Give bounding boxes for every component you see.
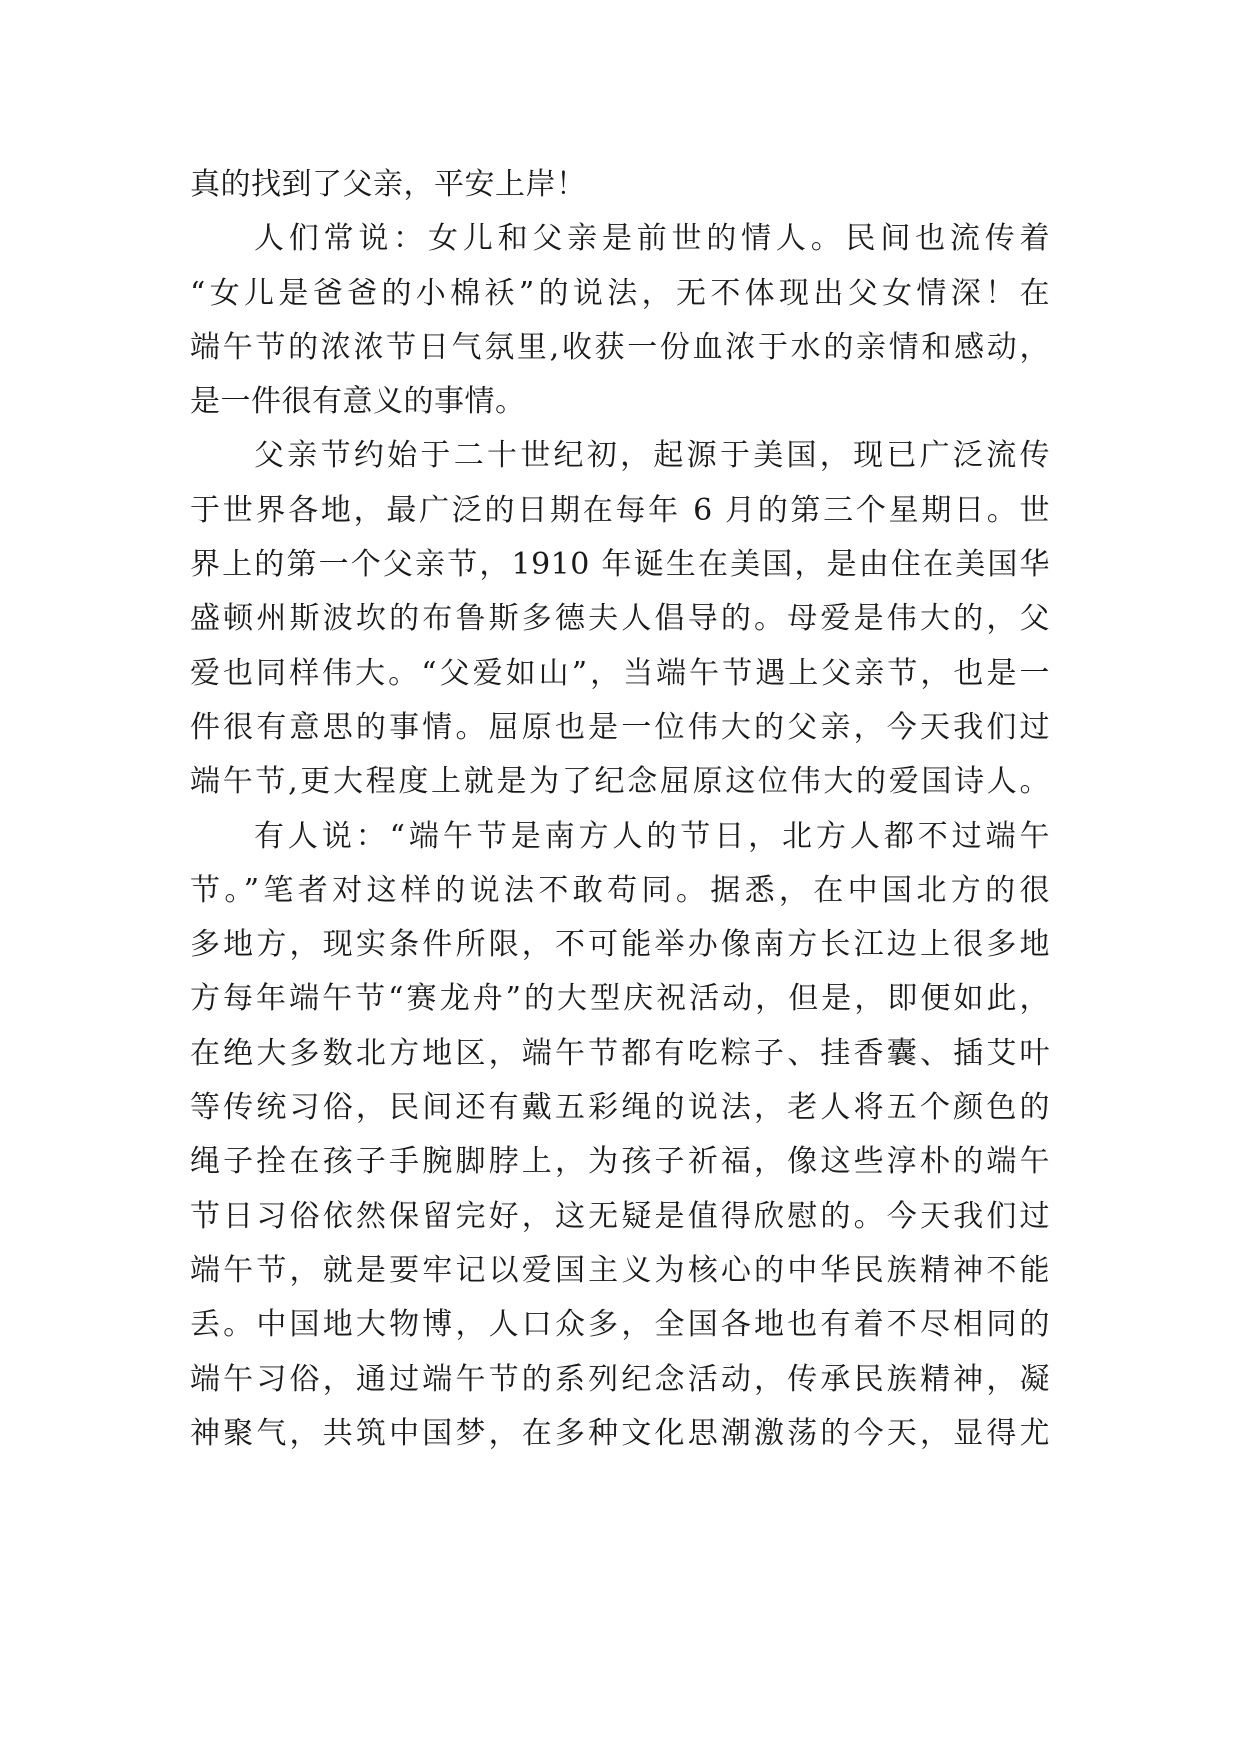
- text-line: 是一件很有意义的事情。: [190, 384, 526, 420]
- text-line: 节。”笔者对这样的说法不敢苟同。据悉，在中国北方的很: [190, 872, 1050, 908]
- text-line: “女儿是爸爸的小棉袄”的说法，无不体现出父女情深！在: [190, 275, 1050, 311]
- text-line: 端午节，就是要牢记以爱国主义为核心的中华民族精神不能: [190, 1252, 1050, 1288]
- text-line: 丢。中国地大物博，人口众多，全国各地也有着不尽相同的: [190, 1307, 1050, 1343]
- document-body: [190, 158, 1050, 1461]
- text-line: 于世界各地，最广泛的日期在每年 6 月的第三个星期日。世: [190, 492, 1050, 528]
- text-line: 在绝大多数北方地区，端午节都有吃粽子、挂香囊、插艾叶: [190, 1035, 1050, 1071]
- text-line: 界上的第一个父亲节，1910 年诞生在美国，是由住在美国华: [190, 547, 1050, 583]
- text-line: 父亲节约始于二十世纪初，起源于美国，现已广泛流传: [254, 438, 1050, 474]
- paragraph-2: [190, 212, 1050, 429]
- paragraph-3: [190, 429, 1050, 809]
- text-line: 端午节,更大程度上就是为了纪念屈原这位伟大的爱国诗人。: [190, 764, 1050, 800]
- text-line: 多地方，现实条件所限，不可能举办像南方长江边上很多地: [190, 927, 1050, 963]
- text-line: 真的找到了父亲，平安上岸！: [190, 167, 587, 202]
- text-line: 神聚气，共筑中国梦，在多种文化思潮激荡的今天，显得尤: [190, 1415, 1050, 1451]
- text-line: 等传统习俗，民间还有戴五彩绳的说法，老人将五个颜色的: [190, 1090, 1050, 1126]
- text-line: 人们常说：女儿和父亲是前世的情人。民间也流传着: [254, 221, 1050, 257]
- text-line: 盛顿州斯波坎的布鲁斯多德夫人倡导的。母爱是伟大的，父: [190, 601, 1050, 637]
- text-line: 绳子拴在孩子手腕脚脖上，为孩子祈福，像这些淳朴的端午: [190, 1144, 1050, 1180]
- text-line: 爱也同样伟大。“父爱如山”，当端午节遇上父亲节，也是一: [190, 655, 1050, 691]
- text-line: 方每年端午节“赛龙舟”的大型庆祝活动，但是，即便如此，: [190, 981, 1050, 1017]
- paragraph-1: [190, 158, 1050, 212]
- paragraph-4: [190, 810, 1050, 1462]
- text-line: 节日习俗依然保留完好，这无疑是值得欣慰的。今天我们过: [190, 1198, 1050, 1234]
- text-line: 端午节的浓浓节日气氛里,收获一份血浓于水的亲情和感动，: [190, 329, 1050, 365]
- text-line: 件很有意思的事情。屈原也是一位伟大的父亲，今天我们过: [190, 709, 1050, 745]
- text-line: 有人说：“端午节是南方人的节日，北方人都不过端午: [254, 818, 1050, 854]
- text-line: 端午习俗，通过端午节的系列纪念活动，传承民族精神，凝: [190, 1361, 1050, 1397]
